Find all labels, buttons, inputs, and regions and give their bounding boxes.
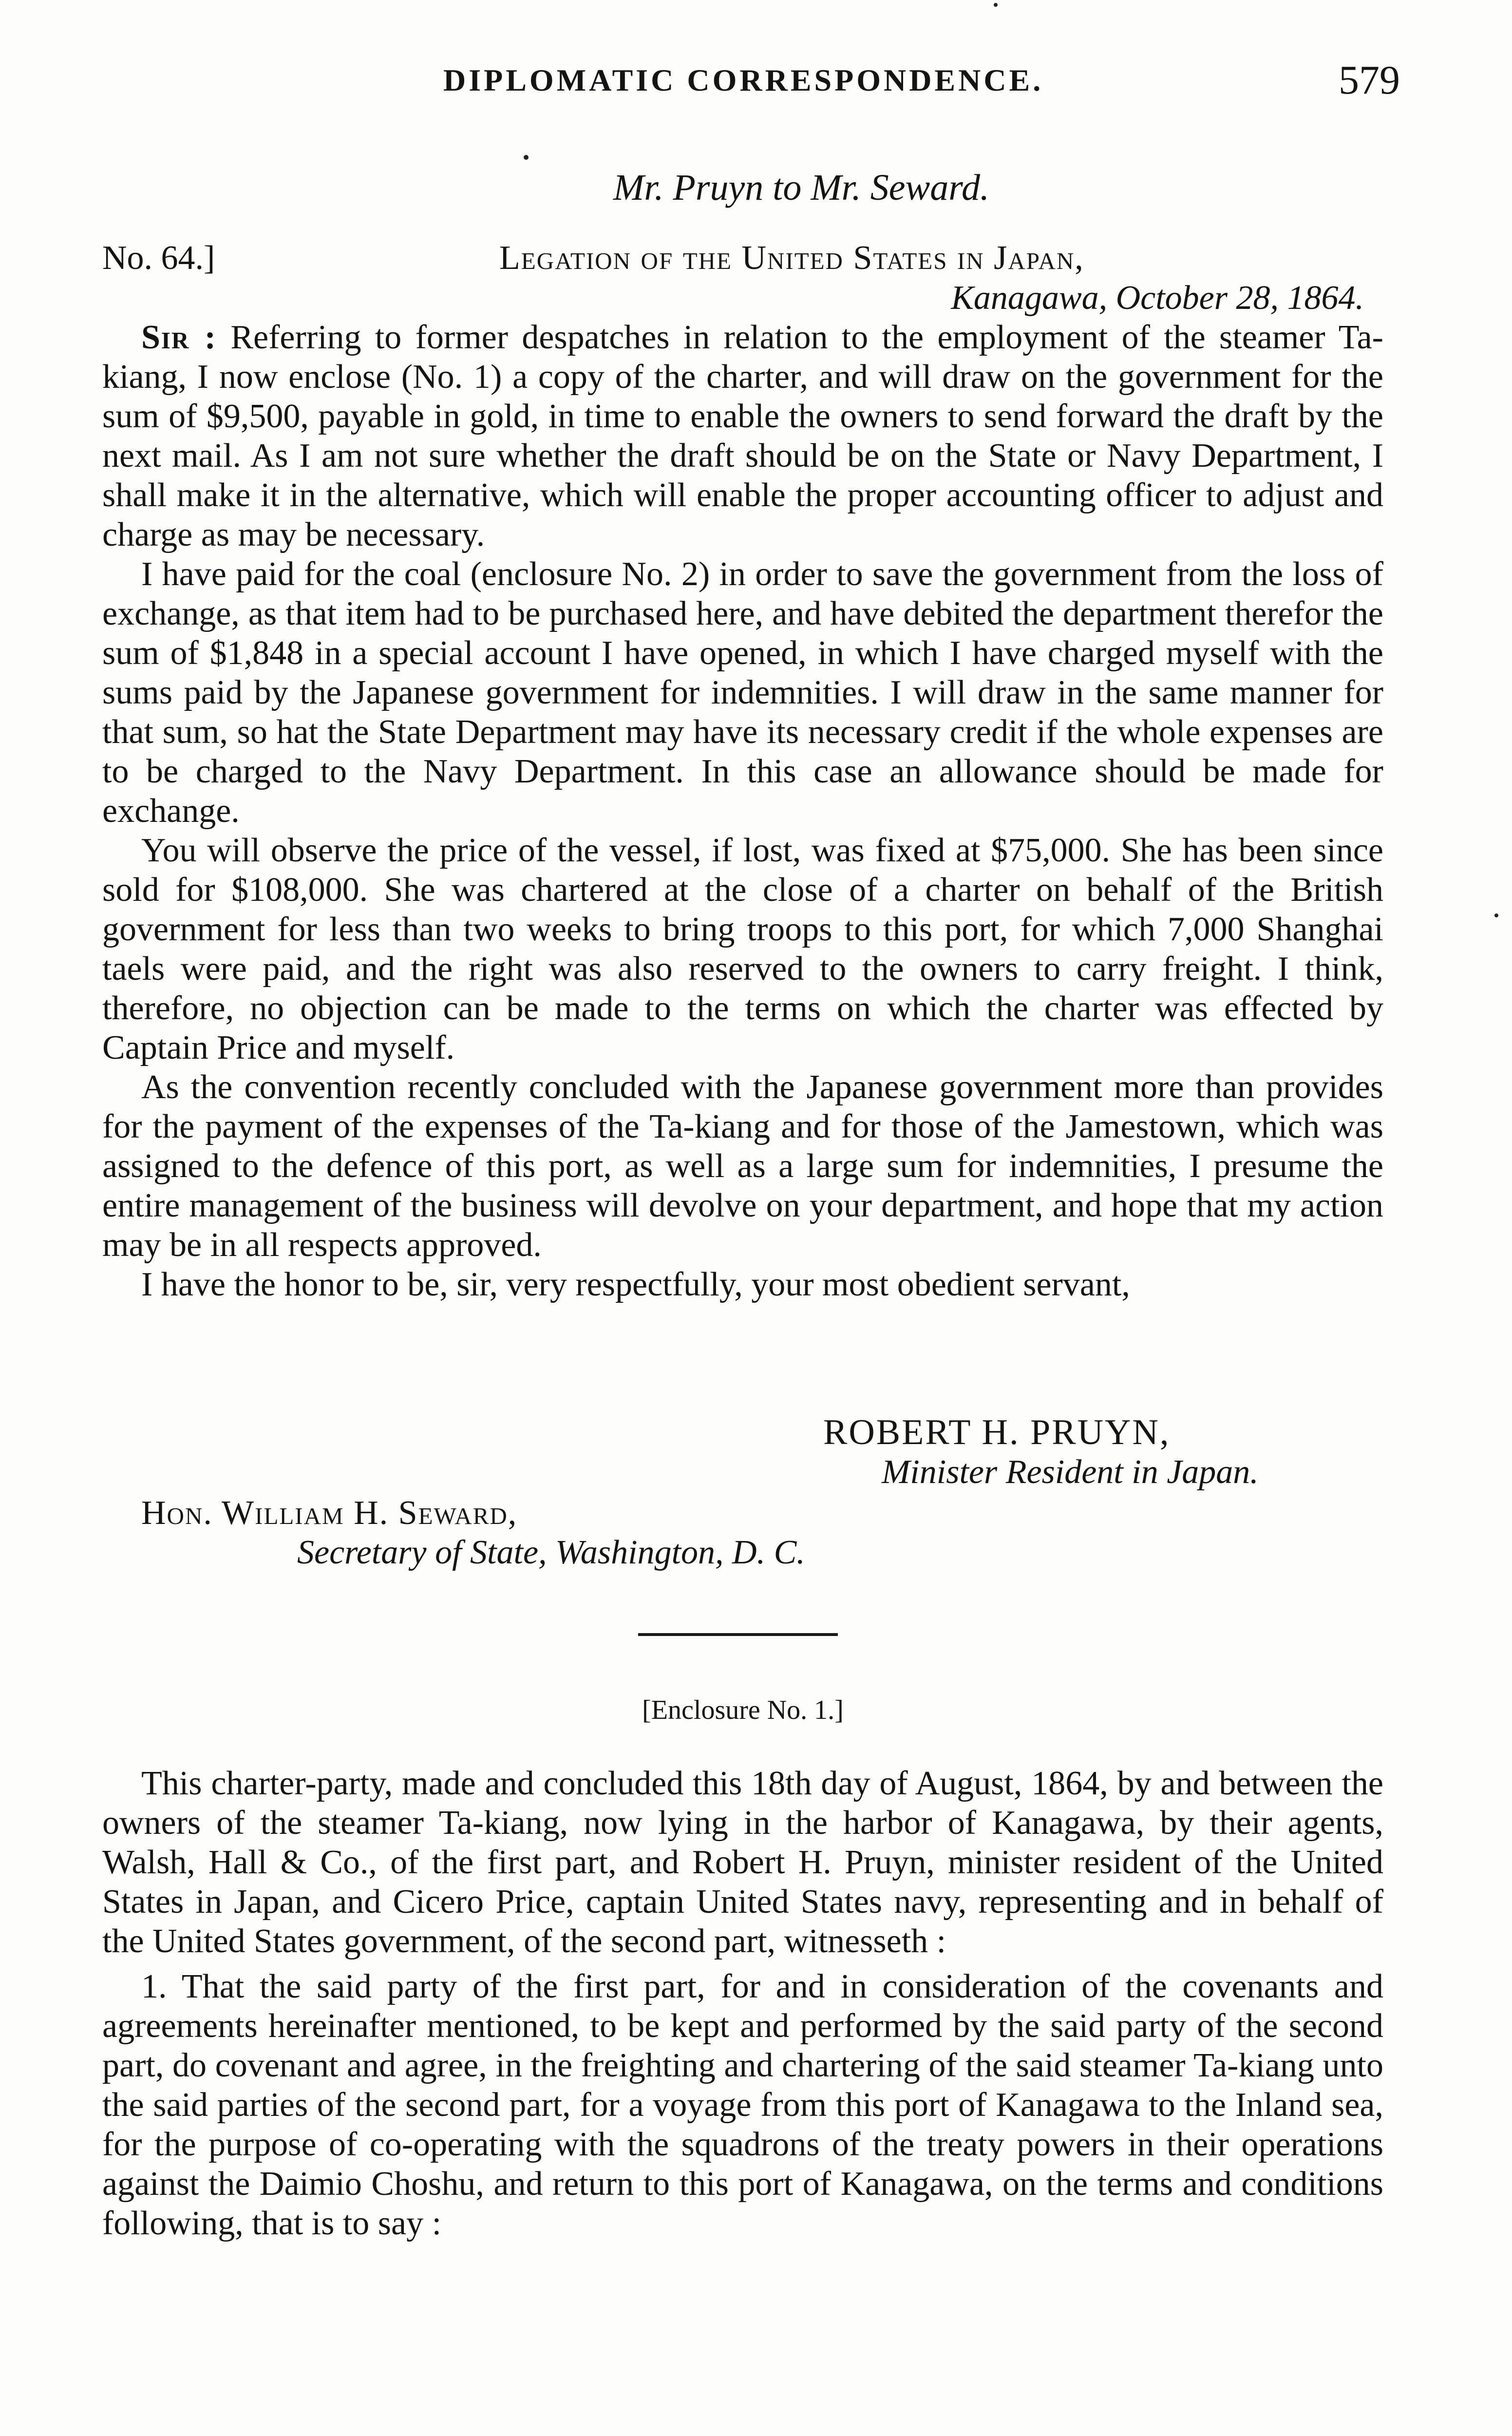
enclosure-body [102, 1764, 1383, 2243]
print-speck [994, 3, 998, 7]
despatch-number: No. 64.] [102, 239, 215, 277]
place-date-line [102, 278, 1383, 318]
letter-paragraph: Sir : Referring to former despatches in relation to the employment of the steamer Ta-kiang, I now enclose (No. 1) a copy of the charter, and will draw on the government for the sum of $9,500, payable in gold, in time to enable the owners to send forward the draft by the next mail. As I am not sure whether the draft should be on the State or Navy Department, I shall make it in the alternative, which will enable the proper accounting officer to adjust and charge as may be necessary. [102, 319, 1383, 553]
enclosure-paragraph: This charter-party, made and concluded this 18th day of August, 1864, by and between the owners of the steamer Ta-kiang, now lying in the harbor of Kanagawa, by their agents, Walsh, Hall & Co., of the first part, and Robert H. Pruyn, minister resident of the United States in Japan, and Cicero Price, captain United States navy, representing and in behalf of the United States government, of the second part, witnesseth : [102, 1765, 1383, 1960]
print-speck [524, 155, 529, 160]
letter-paragraph: As the convention recently concluded with the Japanese government more than provides for the payment of the expenses of the Ta-kiang and for those of the Jamestown, which was assigned to the defence of this port, as well as a large sum for indemnities, I presume the entire management of the business will devolve on your department, and hope that my action may be in all respects approved. [102, 1068, 1383, 1264]
running-head [102, 57, 1419, 116]
section-divider [638, 1633, 838, 1636]
addressee-block [102, 1493, 1383, 1572]
letter-paragraph: You will observe the price of the vessel, if lost, was fixed at $75,000. She has been since sold for $108,000. She was chartered at the close of a charter on behalf of the British government for less than two weeks to bring troops to this port, for which 7,000 Shanghai taels were paid, and the right was also reserved to the owners to carry freight. I think, therefore, no objection can be made to the terms on which the charter was effected by Captain Price and myself. [102, 832, 1383, 1066]
page-number: 579 [1339, 57, 1400, 103]
place-date: Kanagawa, October 28, 1864. [951, 279, 1364, 317]
letter-paragraph: I have paid for the coal (enclosure No. 2) in order to save the government from the loss of exchange, as that item had to be purchased here, and have debited the department therefor the sum of $1,848 in a special account I have opened, in which I have charged myself with the sums paid by the Japanese government for indemnities. I will draw in the same manner for that sum, so hat the State Department may have its necessary credit if the whole expenses are to be charged to the Navy Department. In this case an allowance should be made for exchange. [102, 555, 1383, 830]
letter-paragraph: I have the honor to be, sir, very respectfully, your most obedient servant, [141, 1266, 1130, 1303]
running-title: DIPLOMATIC CORRESPONDENCE. [443, 63, 1044, 97]
enclosure-paragraph: 1. That the said party of the first part, for and in consideration of the covenants and agreements hereinafter mentioned, to be kept and performed by the said party of the second part, do covenant and agree, in the freighting and chartering of the said steamer Ta-kiang unto the said parties of the second part, for a voyage from this port of Kanagawa to the Inland sea, for the purpose of co-operating with the squadrons of the treaty powers in their operations against the Daimio Choshu, and return to this port of Kanagawa, on the terms and conditions following, that is to say : [102, 1968, 1383, 2242]
letter-heading: Mr. Pruyn to Mr. Seward. [613, 167, 989, 208]
letter-heading-block [102, 168, 1383, 208]
print-speck [1494, 914, 1498, 917]
signature-name: ROBERT H. PRUYN, [823, 1412, 1171, 1452]
enclosure-label: [Enclosure No. 1.] [642, 1695, 844, 1725]
addressee-title: Secretary of State, Washington, D. C. [297, 1534, 805, 1571]
salutation: Sir : [141, 319, 217, 356]
enclosure-label-block [102, 1691, 1383, 1730]
addressee-name: Hon. William H. Seward, [141, 1494, 518, 1532]
signature-block [102, 1413, 1383, 1492]
legation-line: Legation of the United States in Japan, [499, 239, 1084, 277]
signature-title: Minister Resident in Japan. [882, 1453, 1259, 1491]
letter-body [102, 318, 1383, 1304]
